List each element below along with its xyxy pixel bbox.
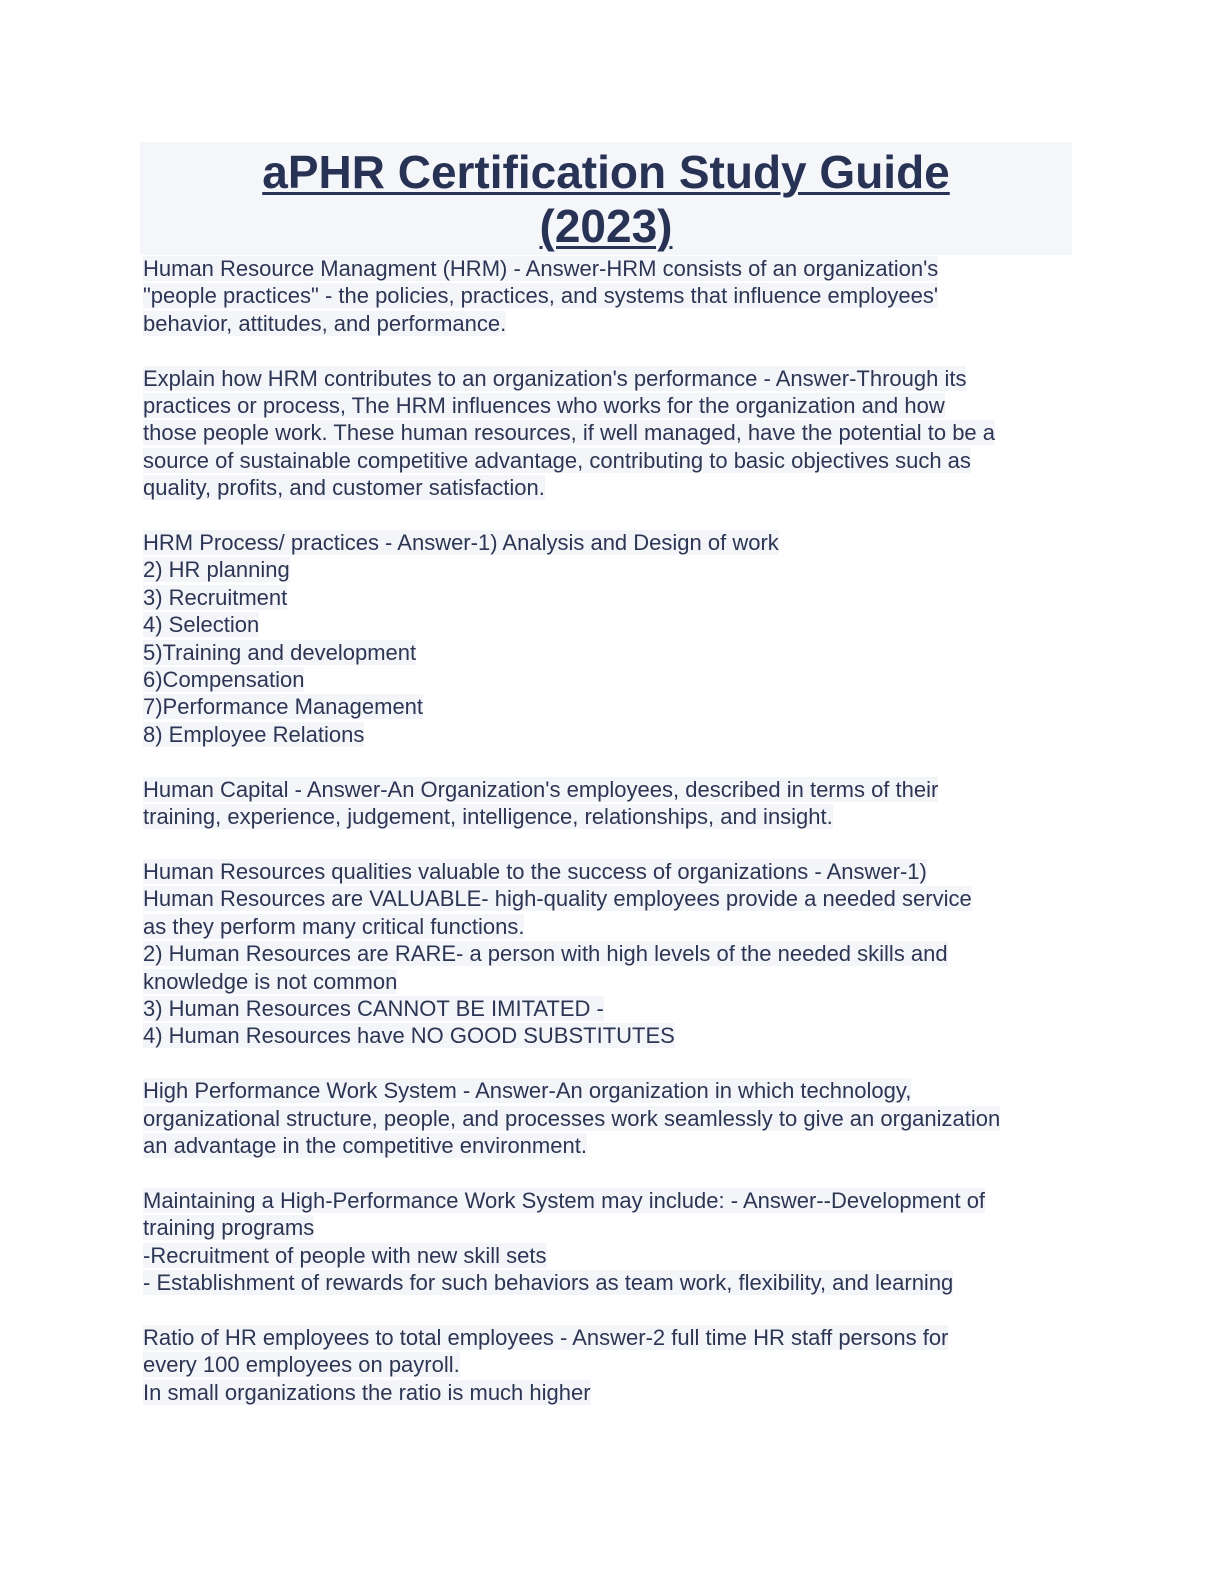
text-line-content: High Performance Work System - Answer-An organization in which technology, <box>143 1078 912 1104</box>
text-line <box>143 1324 1072 1351</box>
text-line <box>143 776 1072 803</box>
text-line-content: every 100 employees on payroll. <box>143 1352 460 1378</box>
text-line <box>143 1214 1072 1241</box>
text-line-content: 2) Human Resources are RARE- a person with high levels of the needed skills and <box>143 941 948 967</box>
text-line <box>143 1187 1072 1214</box>
text-line <box>143 968 1072 995</box>
text-line <box>143 529 1072 556</box>
text-line <box>143 392 1072 419</box>
text-line-content: as they perform many critical functions. <box>143 913 525 939</box>
text-line <box>143 1132 1072 1159</box>
text-line <box>143 666 1072 693</box>
text-line <box>143 885 1072 912</box>
text-line <box>143 1351 1072 1378</box>
text-line <box>143 556 1072 583</box>
text-line-content: 8) Employee Relations <box>143 721 365 747</box>
title-line-2: (2023) <box>539 200 673 252</box>
text-line <box>143 310 1072 337</box>
text-line-content: Explain how HRM contributes to an organization's performance - Answer-Through its <box>143 365 967 391</box>
text-line <box>143 693 1072 720</box>
text-line-content: Human Resources qualities valuable to the success of organizations - Answer-1) <box>143 858 927 884</box>
qa-entry-hrm-definition <box>143 255 1072 337</box>
text-line-content: - Establishment of rewards for such behaviors as team work, flexibility, and learning <box>143 1269 954 1295</box>
document-title <box>140 142 1072 255</box>
text-line-content: "people practices" - the policies, practices, and systems that influence employees' <box>143 283 939 309</box>
text-line-content: an advantage in the competitive environment. <box>143 1132 587 1158</box>
qa-entry-hrm-contribution <box>143 365 1072 502</box>
text-line <box>143 1077 1072 1104</box>
text-line <box>143 1022 1072 1049</box>
title-line-1: aPHR Certification Study Guide <box>262 146 950 198</box>
text-line-content: practices or process, The HRM influences who works for the organization and how <box>143 393 945 419</box>
qa-entry-hpws <box>143 1077 1072 1159</box>
text-line-content: 6)Compensation <box>143 667 305 693</box>
qa-entry-hr-qualities <box>143 858 1072 1050</box>
text-line-content: -Recruitment of people with new skill sets <box>143 1242 547 1268</box>
text-line-content: 5)Training and development <box>143 639 417 665</box>
text-line-content: Human Resource Managment (HRM) - Answer-HRM consists of an organization's <box>143 256 939 281</box>
text-line <box>143 995 1072 1022</box>
text-line-content: quality, profits, and customer satisfaction. <box>143 475 545 501</box>
text-line <box>143 639 1072 666</box>
text-line <box>143 1242 1072 1269</box>
qa-entry-hrm-process <box>143 529 1072 748</box>
text-line <box>143 1379 1072 1406</box>
text-line-content: In small organizations the ratio is much higher <box>143 1379 591 1405</box>
text-line <box>143 474 1072 501</box>
text-line-content: source of sustainable competitive advantage, contributing to basic objectives such as <box>143 447 971 473</box>
text-line <box>143 721 1072 748</box>
text-line <box>143 419 1072 446</box>
qa-entry-human-capital <box>143 776 1072 831</box>
text-line <box>143 255 1072 282</box>
qa-entry-hr-ratio <box>143 1324 1072 1406</box>
document-body <box>140 255 1072 1406</box>
text-line-content: 4) Selection <box>143 612 260 638</box>
text-line-content: training, experience, judgement, intelligence, relationships, and insight. <box>143 804 833 830</box>
text-line-content: HRM Process/ practices - Answer-1) Analysis and Design of work <box>143 530 779 556</box>
text-line <box>143 858 1072 885</box>
text-line-content: 3) Recruitment <box>143 584 288 610</box>
document-page <box>140 142 1072 1433</box>
text-line <box>143 940 1072 967</box>
text-line-content: training programs <box>143 1215 315 1241</box>
text-line-content: those people work. These human resources, if well managed, have the potential to be a <box>143 420 996 446</box>
text-line <box>143 611 1072 638</box>
text-line-content: behavior, attitudes, and performance. <box>143 310 507 336</box>
text-line <box>143 1269 1072 1296</box>
text-line-content: organizational structure, people, and processes work seamlessly to give an organization <box>143 1105 1001 1131</box>
text-line <box>143 913 1072 940</box>
qa-entry-hpws-maintaining <box>143 1187 1072 1297</box>
text-line-content: 7)Performance Management <box>143 694 424 720</box>
text-line-content: Human Capital - Answer-An Organization's employees, described in terms of their <box>143 776 939 802</box>
text-line-content: 4) Human Resources have NO GOOD SUBSTITUTES <box>143 1023 675 1049</box>
text-line <box>143 584 1072 611</box>
text-line <box>143 1105 1072 1132</box>
text-line-content: Ratio of HR employees to total employees - Answer-2 full time HR staff persons for <box>143 1324 949 1350</box>
text-line <box>143 365 1072 392</box>
text-line-content: 3) Human Resources CANNOT BE IMITATED - <box>143 995 604 1021</box>
text-line <box>143 447 1072 474</box>
text-line-content: Maintaining a High-Performance Work System may include: - Answer--Development of <box>143 1187 986 1213</box>
text-line-content: Human Resources are VALUABLE- high-quality employees provide a needed service <box>143 886 972 912</box>
text-line <box>143 803 1072 830</box>
text-line-content: 2) HR planning <box>143 557 290 583</box>
text-line-content: knowledge is not common <box>143 968 398 994</box>
text-line <box>143 282 1072 309</box>
